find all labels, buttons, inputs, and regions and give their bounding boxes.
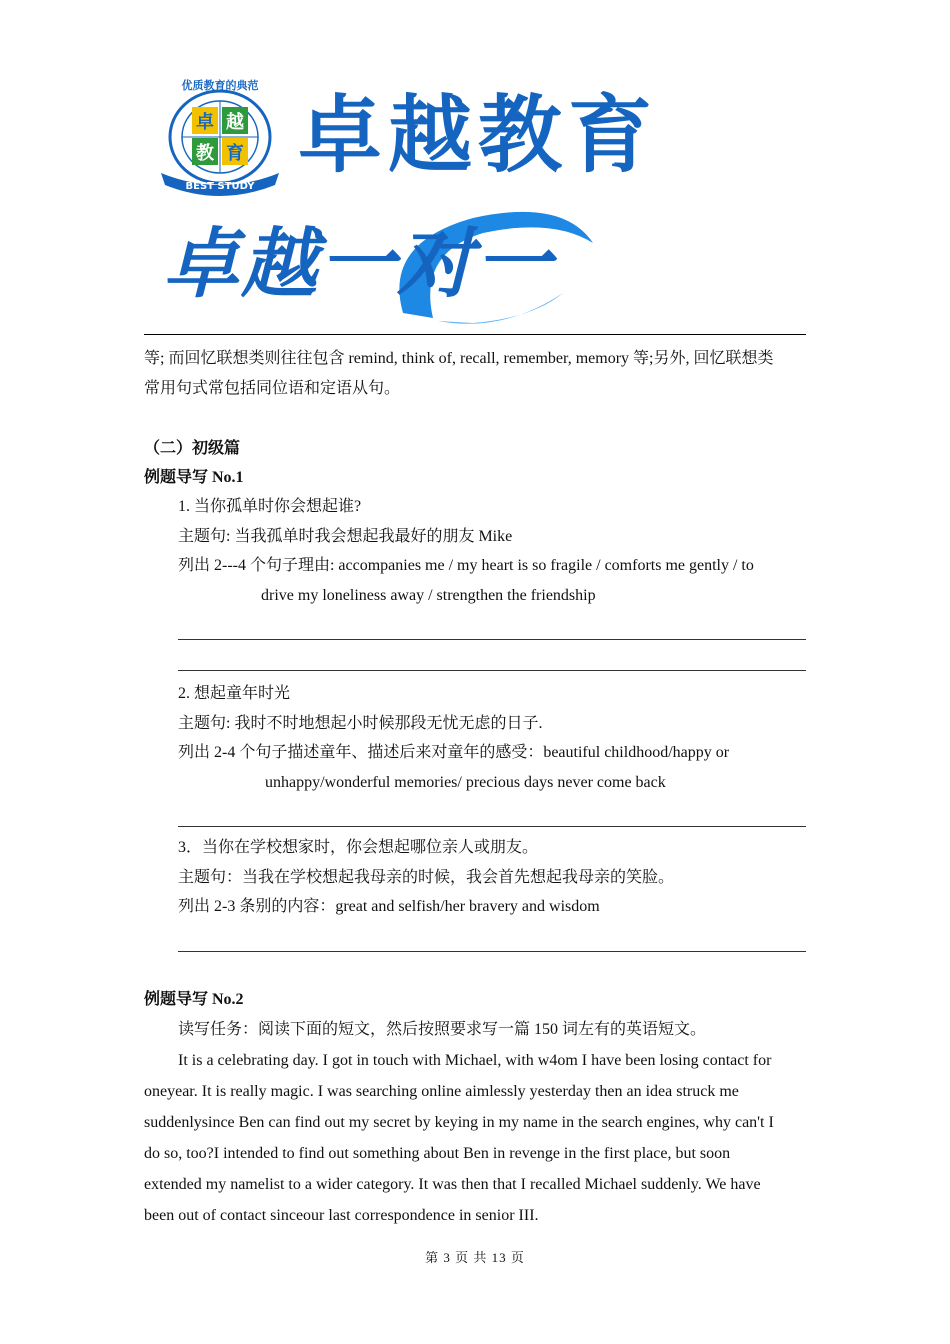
page-footer: 第 3 页 共 13 页 xyxy=(425,1250,525,1265)
q1-topic: 主题句: 当我孤单时我会想起我最好的朋友 Mike xyxy=(178,527,513,545)
q2-list-line-1: 列出 2-4 个句子描述童年、描述后来对童年的感受：beautiful childhood/happy or xyxy=(178,744,730,761)
example-2-title: 例题导写 No.2 xyxy=(144,990,244,1008)
answer-line[interactable] xyxy=(178,797,806,827)
passage-line: suddenlysince Ben can find out my secret by keying in my name in the search engines, why can't I xyxy=(144,1113,774,1131)
school-emblem-icon xyxy=(155,75,285,200)
brand-title: 卓越教育 xyxy=(298,86,659,184)
answer-line[interactable] xyxy=(178,922,806,952)
emblem-cell-2: 越 xyxy=(226,112,244,133)
emblem-cell-1: 卓 xyxy=(196,112,214,133)
example-2-task: 读写任务：阅读下面的短文，然后按照要求写一篇 150 词左有的英语短文。 xyxy=(178,1020,707,1038)
q1-list-line-1: 列出 2---4 个句子理由: accompanies me / my heart is so fragile / comforts me gently / to xyxy=(178,557,754,574)
q3-list-line-1: 列出 2-3 条别的内容：great and selfish/her bravery and wisdom xyxy=(178,898,600,915)
q1-list-line-2: drive my loneliness away / strengthen the friendship xyxy=(261,586,596,604)
q2-prompt: 2. 想起童年时光 xyxy=(178,685,291,702)
emblem-cell-3: 教 xyxy=(196,143,214,164)
brand-subtitle: 卓越一对一 xyxy=(163,219,553,308)
page-header xyxy=(155,75,715,330)
passage-line: do so, too?I intended to find out something about Ben in revenge in the first place, but soon xyxy=(144,1144,731,1162)
header-divider xyxy=(144,334,806,335)
intro-line-2: 常用句式常包括同位语和定语从句。 xyxy=(144,380,401,397)
passage-line: It is a celebrating day. I got in touch with Michael, with w4om I have been losing contact for xyxy=(178,1051,772,1069)
document-body xyxy=(144,344,806,1231)
intro-line-1: 等; 而回忆联想类则往往包含 remind, think of, recall, remember, memory 等;另外, 回忆联想类 xyxy=(144,350,774,367)
q3-topic: 主题句：当我在学校想起我母亲的时候，我会首先想起我母亲的笑脸。 xyxy=(178,868,675,886)
section-title: （二）初级篇 xyxy=(144,440,241,457)
answer-line[interactable] xyxy=(178,610,806,640)
emblem-cell-4: 育 xyxy=(226,143,244,164)
q1-prompt: 1. 当你孤单时你会想起谁? xyxy=(178,498,362,515)
emblem-ribbon-text: BEST STUDY xyxy=(185,181,255,192)
brand-subtitle-block xyxy=(163,203,603,328)
passage-line: oneyear. It is really magic. I was searching online aimlessly yesterday then an idea struck me xyxy=(144,1082,739,1100)
answer-line[interactable] xyxy=(178,641,806,671)
example-1-title: 例题导写 No.1 xyxy=(144,469,244,486)
q2-list-line-2: unhappy/wonderful memories/ precious days never come back xyxy=(265,773,666,791)
q3-prompt: 3．当你在学校想家时，你会想起哪位亲人或朋友。 xyxy=(178,839,539,856)
passage-line: extended my namelist to a wider category. It was then that I recalled Michael suddenly. We have xyxy=(144,1175,761,1193)
passage-line: been out of contact sinceour last correspondence in senior III. xyxy=(144,1206,539,1224)
emblem-arc-text: 优质教育的典范 xyxy=(181,79,259,92)
q2-topic: 主题句: 我时不时地想起小时候那段无忧无虑的日子. xyxy=(178,714,543,732)
